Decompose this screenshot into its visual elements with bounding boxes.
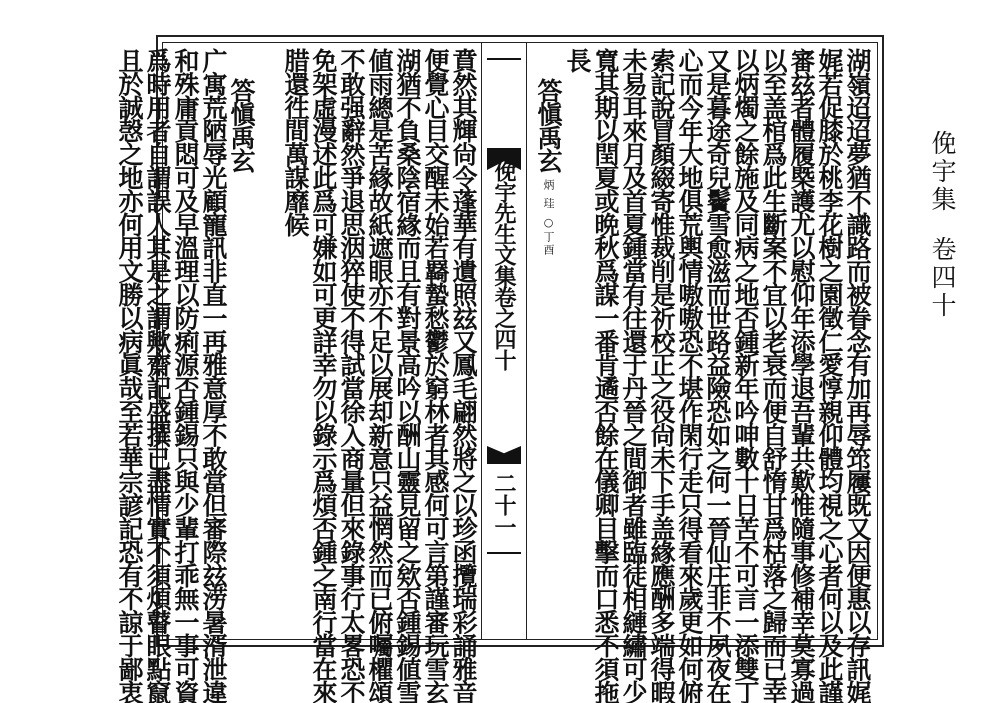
text-column: 不敢强辭然爭退思洇猝使不得試當徐入商量但來錄事行太畧恐不 — [337, 48, 366, 703]
text-column: 長 — [563, 48, 592, 72]
text-column: 且於誠愨之地亦何用文勝以病眞哉至若華宗諺記恐有不諒于鄙衷 — [115, 48, 144, 703]
text-column: 腊還徃間萬謀靡候 — [281, 48, 310, 236]
running-head-title: 俛宇集 — [928, 130, 957, 214]
text-column: 賁然其輝尙令蓬華有遺照玆又鳳毛翩然將之以珍函攬瑞彩誦雅音 — [449, 48, 478, 703]
text-column: 娓若促膝於桃李花樹之園徵仁愛惇親仰體均視之心者何以及此謹 — [815, 48, 844, 703]
text-column: 未易耳來月及首夏鍾當有往還于丹晉之間御者雖臨徒相縺繡可少 — [619, 48, 648, 703]
running-head — [905, 130, 955, 320]
text-column: 又是暮途奇兒鬢雪愈滋而世路益險恐如之何一晉仙庄非不夙夜在 — [703, 48, 732, 703]
center-band-title: 俛宇先生文集卷之四十 — [491, 160, 517, 370]
running-head-volume: 卷四十 — [928, 236, 957, 320]
text-column: 湖猶不負桑陰宿緣而且有對景高吟以酬山靈見留之欸否鍾錫値雪 — [393, 48, 422, 703]
center-rule — [487, 552, 521, 554]
text-column: 便覺心目交醒未始若羇蟄愁鬱於窮林者其感何可言第謹審玩雪玄 — [421, 48, 450, 703]
letter-heading-meta: 炳 珪 ○丁酉 — [542, 178, 555, 257]
text-column: 寬其期以閏夏或晩秋爲謀一番肯遹否餘在儀卿目擊而口悉不須拖 — [591, 48, 620, 703]
text-column: 索記說冒顏綴寄惟裁削是祈校正之役尙未下手盖緣應酬多端得暇 — [647, 48, 676, 703]
page-number: 二十一 — [491, 472, 517, 538]
center-rule — [487, 58, 521, 60]
letter-heading-title: 答愼禹玄 — [227, 78, 256, 172]
text-column: 湖嶺迢迢夢猶不識路而被眷念有加再辱筇屨既又因便惠以存訊娓 — [843, 48, 872, 703]
text-column: 和殊庸貢悶可及早溫理以防痢源否鍾錫只與少輩打乖無一事可資 — [171, 48, 200, 703]
text-column: 广寓荒陋辱光顧寵訊非直一再雅意厚不敢當但審際玆涝暑湑泄違 — [199, 48, 228, 703]
text-column: 値雨總是苦緣故紙遮眼亦不足以展却新意只益惘然而已俯囑欋頌 — [365, 48, 394, 703]
text-column: 免架虛漫述此爲可嫌如可更詳幸勿以錄示爲煩否鍾之南行當在來 — [309, 48, 338, 703]
text-column: 審玆者體履槩護尤以慰仰年添學退吾輩共歎惟隨事修補幸莫寡過 — [787, 48, 816, 703]
letter-heading — [535, 48, 561, 630]
text-column: 以炳燭之餘施及同病之地否鍾新年吟呻數十日苦不可言一添雙丁 — [731, 48, 760, 703]
text-column: 爲時用者自謂誤人其是之謂歟齋記盛撰已盡情實不須煩瞽眼點竄 — [143, 48, 172, 703]
text-column: 心而今年大地俱荒輿情嗷嗷恐不堪作閑行走只得看來歲更如何俯 — [675, 48, 704, 703]
letter-heading — [228, 48, 254, 630]
text-column: 以至盖棺爲此生斷案不宜以老衰而便自舒惰甘爲枯落之歸而已幸 — [759, 48, 788, 703]
letter-heading-title: 答愼禹玄 — [534, 78, 563, 172]
